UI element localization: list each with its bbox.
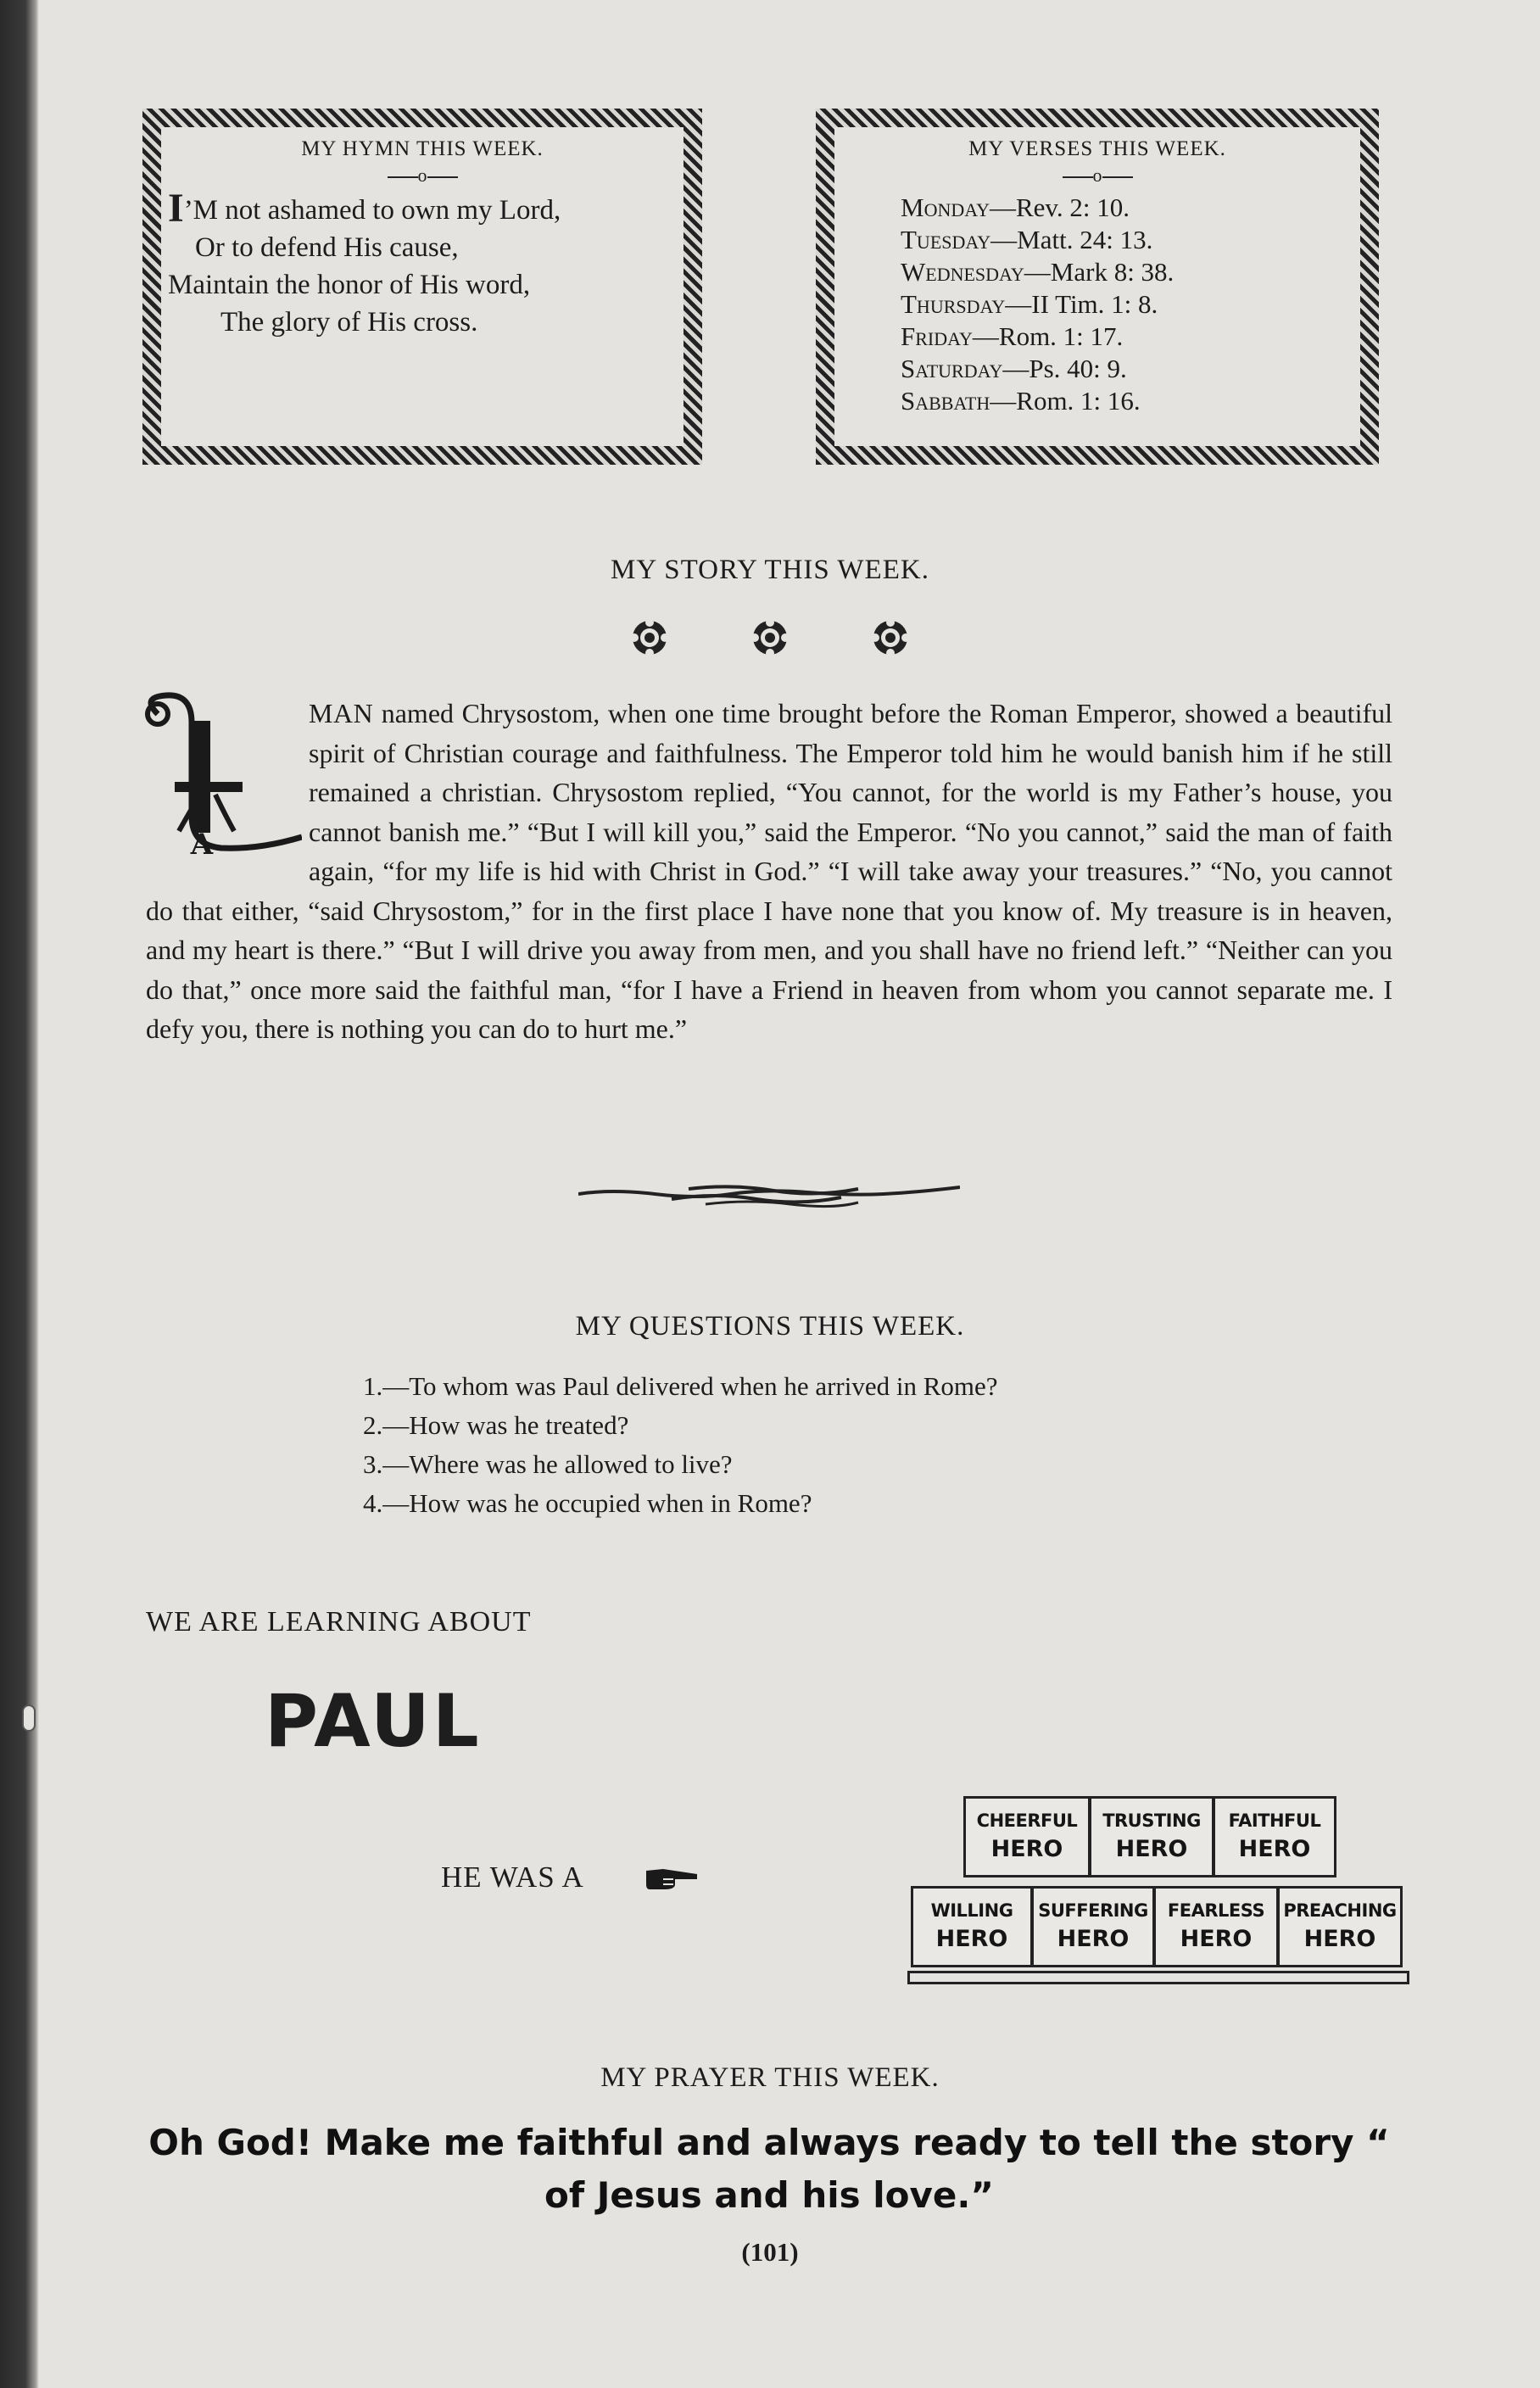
verses-box xyxy=(816,109,1379,465)
story-text: named Chrysostom, when one time brought before the Roman Emperor, showed a beautiful spirit of Christian courage and faithfulness. The Emperor told him he would banish him if he still remained a christian. Chrysostom replied, “You cannot, for the world is my Father’s house, you cannot banish me.” “But I will kill you,” said the Emperor. “No you cannot,” said the man of faith again, “for my life is hid with Christ in God.” “I will take away your treasures.” “No, you cannot do that either, “said Chrysostom,” for in the first place I have none that you know of. My treasure is in heaven, and my heart is there.” “But I will drive you away from men, and you shall have no friend left.” “Neither can you do that,” once more said the faithful man, “for I have a Friend in heaven from whom you cannot separate me. I defy you, there is nothing you can do to hurt me.” xyxy=(146,698,1392,1044)
verse-item: Wednesday—Mark 8: 38. xyxy=(901,257,1175,287)
story-body xyxy=(146,694,1392,1049)
hymn-line: Maintain the honor of His word, xyxy=(168,270,531,300)
learning-label: WE ARE LEARNING ABOUT xyxy=(146,1606,532,1638)
wave-divider xyxy=(578,1177,960,1211)
story-drop-cap xyxy=(141,689,302,858)
hymn-separator: o xyxy=(161,166,684,185)
hero-block: FAITHFUL HERO xyxy=(1213,1796,1336,1877)
svg-text:A: A xyxy=(190,828,214,858)
verse-item: Thursday—II Tim. 1: 8. xyxy=(901,289,1158,319)
hero-block: SUFFERING HERO xyxy=(1031,1886,1155,1967)
hymn-drop-letter: I xyxy=(168,186,184,231)
page-number: (101) xyxy=(741,2237,799,2267)
pointing-hand-icon xyxy=(644,1866,699,1891)
story-paragraph xyxy=(146,694,1392,1049)
question-item: 4.—How was he occupied when in Rome? xyxy=(363,1488,812,1518)
question-item: 1.—To whom was Paul delivered when he arrived in Rome? xyxy=(363,1371,998,1401)
verses-title: MY VERSES THIS WEEK. xyxy=(968,137,1226,160)
hymn-box xyxy=(142,109,702,465)
hero-block: PREACHING HERO xyxy=(1277,1886,1403,1967)
binding-hole xyxy=(22,1705,36,1732)
hymn-line: The glory of His cross. xyxy=(220,307,478,338)
prayer-text: Oh God! Make me faithful and always ready to tell the story “ of Jesus and his love.” xyxy=(148,2122,1390,2216)
questions-title: MY QUESTIONS THIS WEEK. xyxy=(575,1311,965,1342)
hero-block: FEARLESS HERO xyxy=(1153,1886,1279,1967)
rosette-icon xyxy=(750,617,790,658)
ornament-rosettes xyxy=(0,617,1540,662)
hymn-line: Or to defend His cause, xyxy=(195,232,459,263)
verse-item: Monday—Rev. 2: 10. xyxy=(901,192,1130,222)
question-item: 3.—Where was he allowed to live? xyxy=(363,1449,733,1479)
hymn-title: MY HYMN THIS WEEK. xyxy=(301,137,544,160)
hymn-line: I’M not ashamed to own my Lord, xyxy=(168,186,561,231)
he-was-label: HE WAS A xyxy=(441,1861,584,1894)
verses-separator: o xyxy=(834,166,1360,185)
story-title: MY STORY THIS WEEK. xyxy=(611,555,929,585)
hero-block: TRUSTING HERO xyxy=(1089,1796,1214,1877)
story-first-word: MAN xyxy=(309,698,374,728)
hero-block: CHEERFUL HERO xyxy=(963,1796,1091,1877)
rosette-icon xyxy=(870,617,911,658)
verse-item: Friday—Rom. 1: 17. xyxy=(901,321,1124,351)
rosette-icon xyxy=(629,617,670,658)
verse-item: Sabbath—Rom. 1: 16. xyxy=(901,386,1141,416)
subject-name: PAUL xyxy=(265,1679,482,1764)
question-item: 2.—How was he treated? xyxy=(363,1410,629,1440)
questions-list xyxy=(363,1367,998,1523)
hero-blocks xyxy=(907,1796,1416,1993)
hero-block: WILLING HERO xyxy=(911,1886,1033,1967)
hymn-lines xyxy=(161,186,684,341)
binding-edge xyxy=(0,0,39,2388)
hero-block-base xyxy=(907,1971,1409,1984)
prayer-title: MY PRAYER THIS WEEK. xyxy=(600,2062,940,2093)
verses-list xyxy=(901,192,1360,417)
ornamental-a-icon xyxy=(141,689,302,858)
verse-item: Saturday—Ps. 40: 9. xyxy=(901,354,1127,383)
verse-item: Tuesday—Matt. 24: 13. xyxy=(901,225,1153,254)
